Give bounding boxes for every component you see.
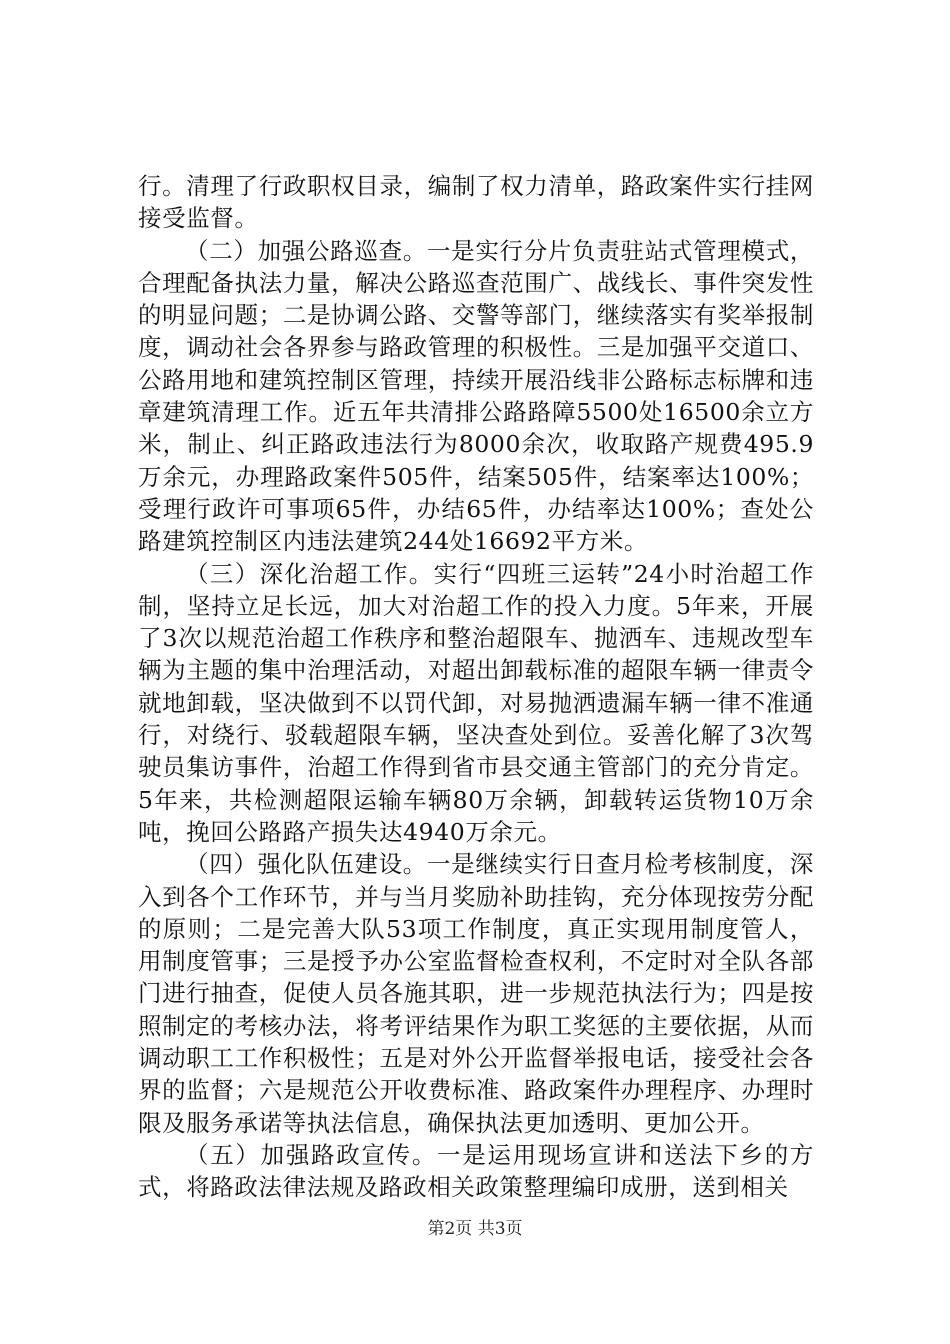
- document-body: [138, 170, 814, 1204]
- page-footer: 第2页 共3页: [427, 1219, 523, 1239]
- paragraph-overload-control: （三）深化治超工作。实行“四班三运转”24小时治超工作制，坚持立足长远，加大对治超工作的投入力度。5年来，开展了3次以规范治超工作秩序和整治超限车、抛洒车、违规改型车辆为主题的集中治理活动，对超出卸载标准的超限车辆一律责令就地卸载，坚决做到不以罚代卸，对易抛洒遗漏车辆一律不准通行，对绕行、驳载超限车辆，坚决查处到位。妥善化解了3次驾驶员集访事件，治超工作得到省市县交通主管部门的充分肯定。5年来，共检测超限运输车辆80万余辆，卸载转运货物10万余吨，挽回公路路产损失达4940万余元。: [138, 559, 814, 846]
- paragraph-continuation: 行。清理了行政职权目录，编制了权力清单，路政案件实行挂网接受监督。: [138, 172, 814, 233]
- paragraph-publicity: （五）加强路政宣传。一是运用现场宣讲和送法下乡的方式，将路政法律法规及路政相关政策整理编印成册，送到相关: [138, 1140, 814, 1202]
- paragraph-road-patrol: （二）加强公路巡查。一是实行分片负责驻站式管理模式，合理配备执法力量，解决公路巡查范围广、战线长、事件突发性的明显问题；二是协调公路、交警等部门，继续落实有奖举报制度，调动社会各界参与路政管理的积极性。三是加强平交道口、公路用地和建筑控制区管理，持续开展沿线非公路标志标牌和违章建筑清理工作。近五年共清排公路路障5500处16500余立方米，制止、纠正路政违法行为8000余次，收取路产规费495.9万余元，办理路政案件505件，结案505件，结案率达100%；受理行政许可事项65件，办结65件，办结率达100%；查处公路建筑控制区内违法建筑244处16692平方米。: [138, 236, 814, 556]
- paragraph-team-building: （四）强化队伍建设。一是继续实行日查月检考核制度，深入到各个工作环节，并与当月奖励补助挂钩，充分体现按劳分配的原则；二是完善大队53项工作制度，真正实现用制度管人，用制度管事；三是授予办公室监督检查权利，不定时对全队各部门进行抽查，促使人员各施其职，进一步规范执法行为；四是按照制定的考核办法，将考评结果作为职工奖惩的主要依据，从而调动职工工作积极性；五是对外公开监督举报电话，接受社会各界的监督；六是规范公开收费标准、路政案件办理程序、办理时限及服务承诺等执法信息，确保执法更加透明、更加公开。: [138, 850, 814, 1137]
